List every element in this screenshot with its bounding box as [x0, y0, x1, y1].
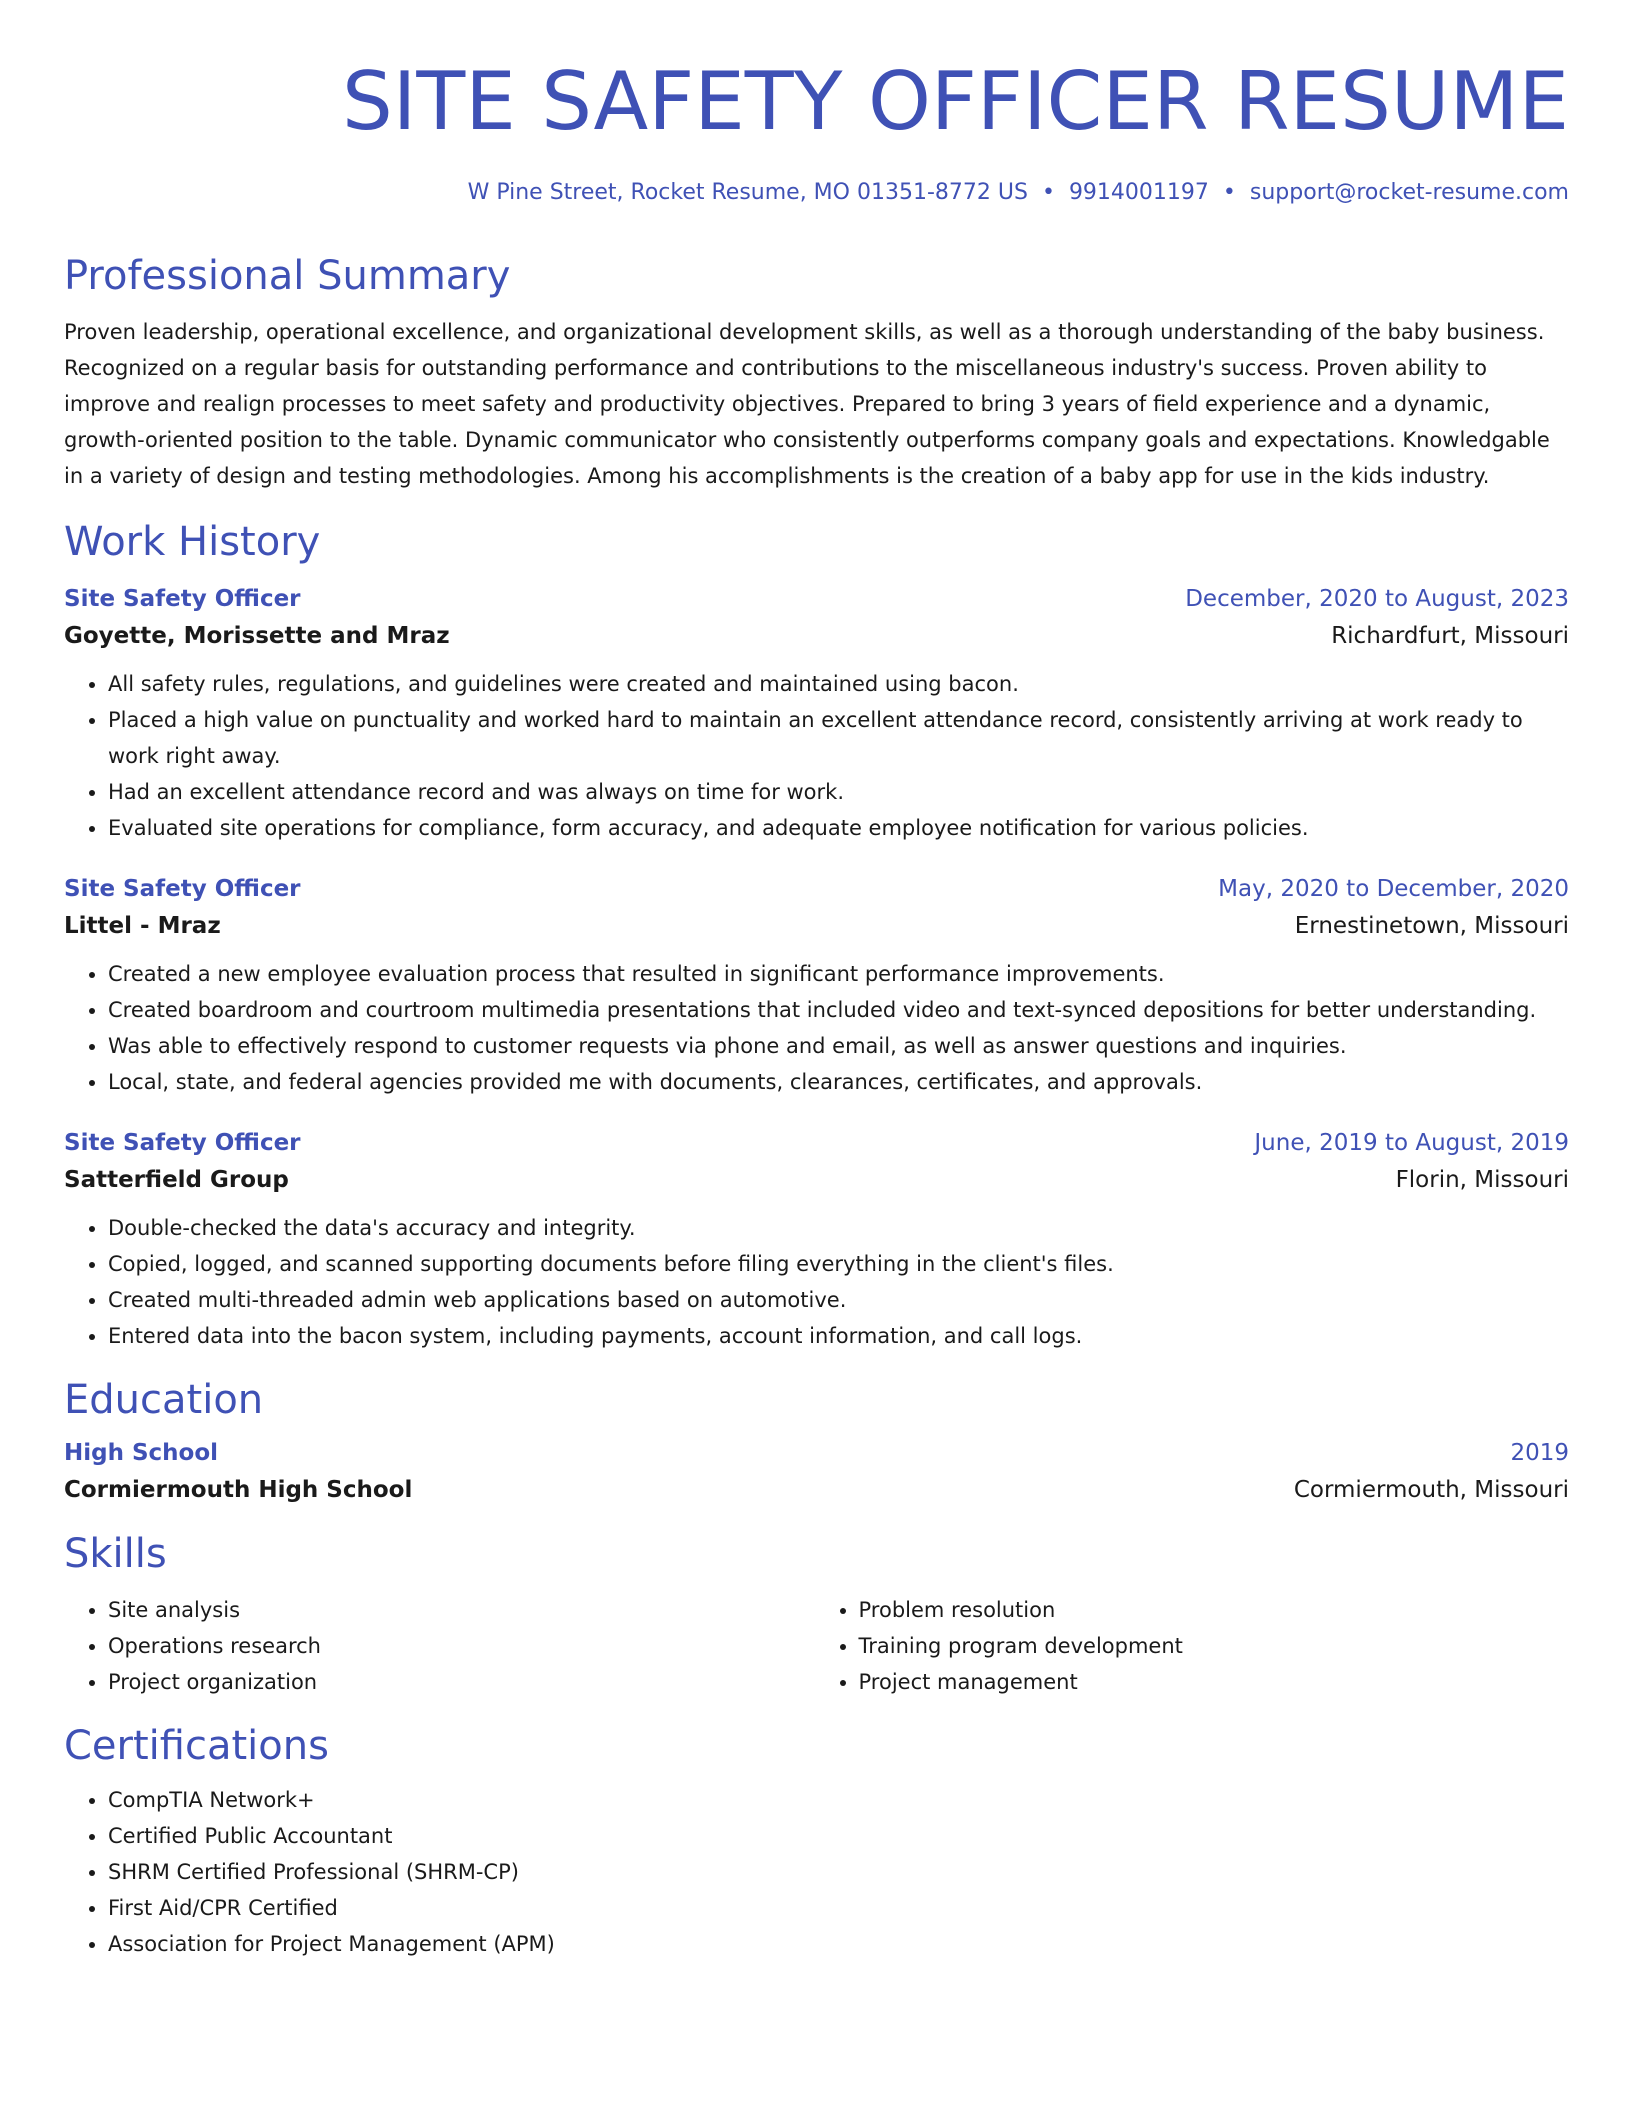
job-title-row: [64, 872, 1569, 906]
summary-heading: Professional Summary: [64, 253, 511, 299]
skills-section: [64, 1530, 1569, 1700]
skill-item: • Project management: [859, 1664, 1570, 1700]
certifications-list: [64, 1782, 1569, 1962]
skill-item: • Problem resolution: [859, 1592, 1570, 1628]
graduation-year: 2019: [1510, 1440, 1569, 1466]
work-history-heading: Work History: [64, 519, 321, 565]
resume-header: [64, 52, 1569, 208]
list-item: • Copied, logged, and scanned supporting documents before filing everything in the client's files.: [108, 1246, 1569, 1282]
education-entry: [64, 1436, 1569, 1510]
certification-item: • Association for Project Management (APM): [108, 1926, 1569, 1962]
job-title: Site Safety Officer: [64, 876, 301, 902]
job-dates: May, 2020 to December, 2020: [1218, 876, 1569, 902]
list-item: • Evaluated site operations for compliance, form accuracy, and adequate employee notification for various policies.: [108, 810, 1569, 846]
certification-item: • Certified Public Accountant: [108, 1818, 1569, 1854]
job-location: Florin, Missouri: [1395, 1167, 1569, 1193]
certifications-heading: Certifications: [64, 1723, 329, 1769]
job-entry: [64, 582, 1569, 846]
job-company-row: [64, 906, 1569, 946]
education-school-row: [64, 1470, 1569, 1510]
list-item: • Local, state, and federal agencies provided me with documents, clearances, certificates, and approvals.: [108, 1064, 1569, 1100]
job-title: Site Safety Officer: [64, 586, 301, 612]
company-name: Littel - Mraz: [64, 913, 221, 939]
list-item: • Created a new employee evaluation process that resulted in significant performance improvements.: [108, 956, 1569, 992]
certification-item: • SHRM Certified Professional (SHRM-CP): [108, 1854, 1569, 1890]
contact-line: [64, 178, 1569, 208]
address: W Pine Street, Rocket Resume, MO 01351-8772 US: [467, 180, 1028, 205]
education-section: [64, 1376, 1569, 1510]
email-link[interactable]: support@rocket-resume.com: [1249, 180, 1569, 205]
resume-title: SITE SAFETY OFFICER RESUME: [342, 55, 1569, 148]
list-item: • Double-checked the data's accuracy and integrity.: [108, 1210, 1569, 1246]
skills-list-left: [64, 1592, 817, 1700]
job-duties: [64, 1210, 1569, 1354]
job-company-row: [64, 616, 1569, 656]
job-title: Site Safety Officer: [64, 1130, 301, 1156]
list-item: • All safety rules, regulations, and guidelines were created and maintained using bacon.: [108, 666, 1569, 702]
job-company-row: [64, 1160, 1569, 1200]
list-item: • Created boardroom and courtroom multimedia presentations that included video and text-synced depositions for better understanding.: [108, 992, 1569, 1028]
skill-item: • Operations research: [108, 1628, 817, 1664]
education-degree-row: [64, 1436, 1569, 1470]
skills-columns: [64, 1592, 1569, 1700]
skills-heading: Skills: [64, 1531, 167, 1577]
job-duties: [64, 956, 1569, 1100]
skills-list-right: [817, 1592, 1570, 1700]
certification-item: • CompTIA Network+: [108, 1782, 1569, 1818]
skill-item: • Training program development: [859, 1628, 1570, 1664]
school-name: Cormiermouth High School: [64, 1477, 413, 1503]
job-location: Richardfurt, Missouri: [1331, 623, 1569, 649]
job-title-row: [64, 1126, 1569, 1160]
certifications-section: [64, 1722, 1569, 1962]
skill-item: • Site analysis: [108, 1592, 817, 1628]
list-item: • Created multi-threaded admin web applications based on automotive.: [108, 1282, 1569, 1318]
job-entry: [64, 872, 1569, 1100]
certification-item: • First Aid/CPR Certified: [108, 1890, 1569, 1926]
job-title-row: [64, 582, 1569, 616]
separator-dot: •: [1222, 180, 1236, 205]
list-item: • Entered data into the bacon system, including payments, account information, and call logs.: [108, 1318, 1569, 1354]
job-location: Ernestinetown, Missouri: [1294, 913, 1569, 939]
job-dates: June, 2019 to August, 2019: [1254, 1130, 1569, 1156]
list-item: • Had an excellent attendance record and was always on time for work.: [108, 774, 1569, 810]
school-location: Cormiermouth, Missouri: [1293, 1477, 1569, 1503]
summary-text: Proven leadership, operational excellence, and organizational development skills, as well as a thorough understanding of the baby business. Recognized on a regular basis for outstanding performance and contributions to the miscellaneous industry's success. Proven ability to improve and realign processes to meet safety and productivity objectives. Prepared to bring 3 years of field experience and a dynamic, growth-oriented position to the table. Dynamic communicator who consistently outperforms company goals and expectations. Knowledgable in a variety of design and testing methodologies. Among his accomplishments is the creation of a baby app for use in the kids industry.: [64, 320, 1550, 488]
skill-item: • Project organization: [108, 1664, 817, 1700]
education-heading: Education: [64, 1377, 264, 1423]
work-history-section: [64, 518, 1569, 1354]
phone: 9914001197: [1068, 180, 1209, 205]
company-name: Satterfield Group: [64, 1167, 289, 1193]
separator-dot: •: [1041, 180, 1055, 205]
job-dates: December, 2020 to August, 2023: [1185, 586, 1569, 612]
degree: High School: [64, 1440, 219, 1466]
list-item: • Was able to effectively respond to customer requests via phone and email, as well as answer questions and inquiries.: [108, 1028, 1569, 1064]
company-name: Goyette, Morissette and Mraz: [64, 623, 450, 649]
job-entry: [64, 1126, 1569, 1354]
list-item: • Placed a high value on punctuality and worked hard to maintain an excellent attendance record, consistently arriving at work ready to work right away.: [108, 702, 1569, 774]
job-duties: [64, 666, 1569, 846]
